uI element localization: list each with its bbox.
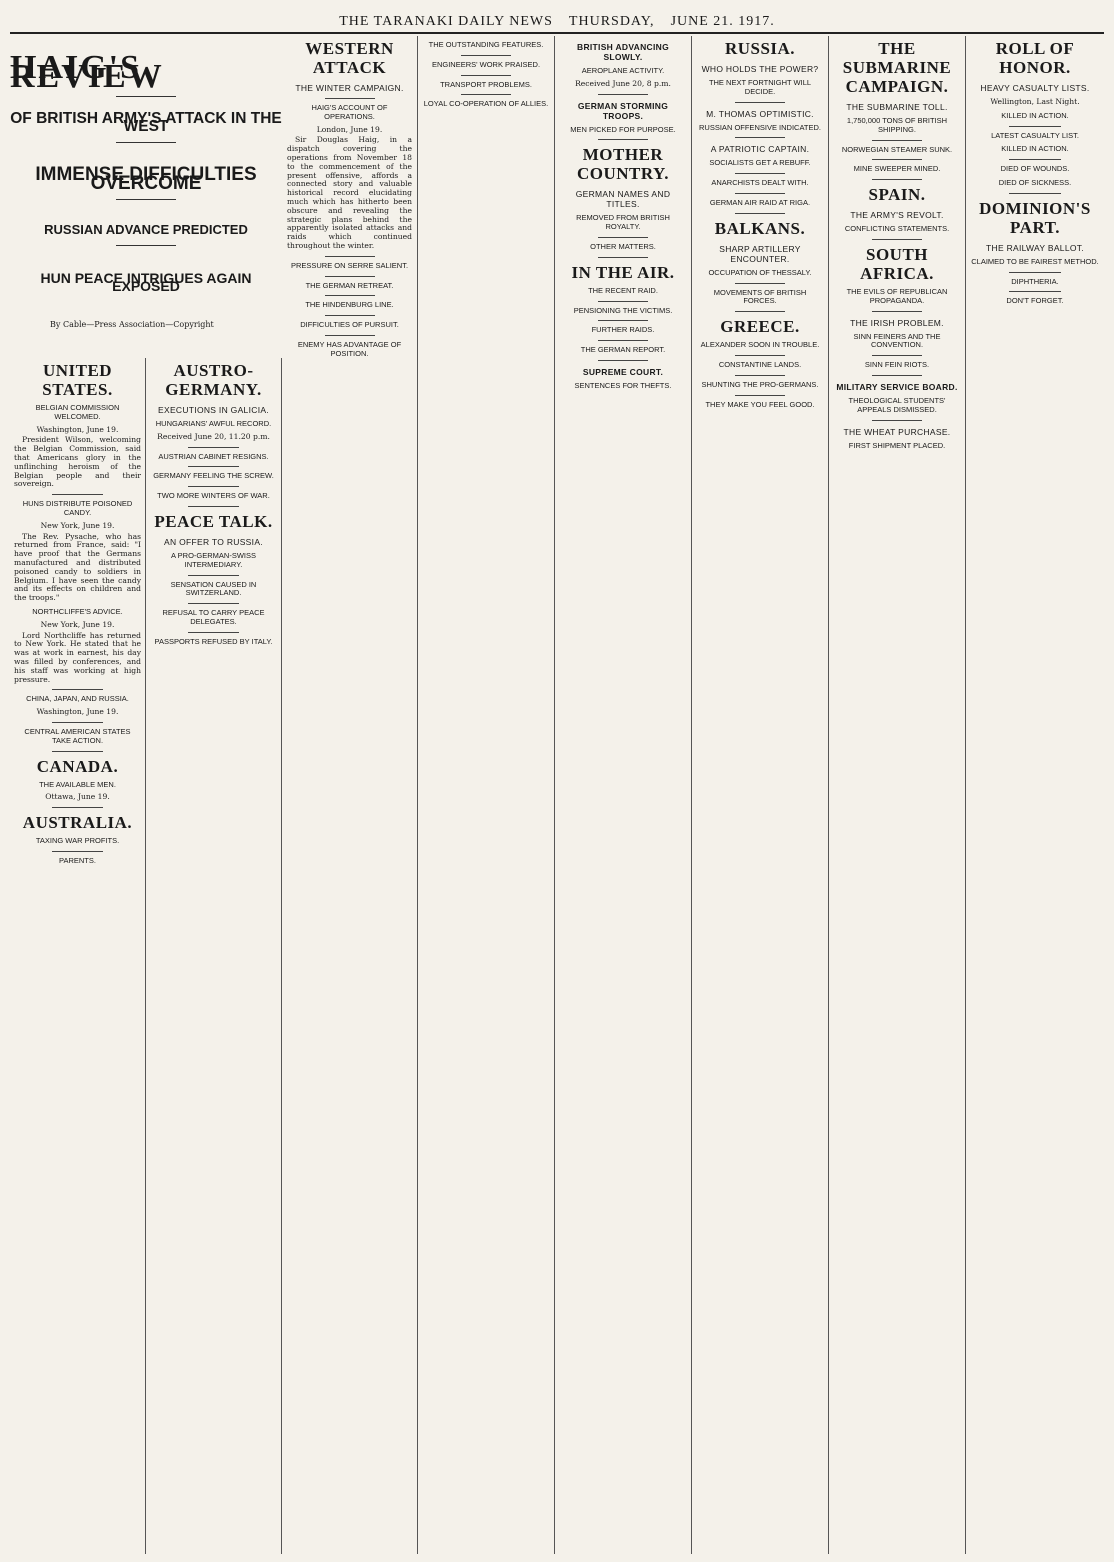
issue-day: THURSDAY, [568,14,655,29]
subhead: A PATRIOTIC CAPTAIN. [710,144,810,155]
subhead: THE EVILS OF REPUBLICAN PROPAGANDA. [846,286,948,305]
subhead: GERMANY FEELING THE SCREW. [153,471,274,481]
subhead: DIFFICULTIES OF PURSUIT. [300,320,399,330]
russia-heading: RUSSIA. [724,39,796,58]
supreme-court-heading: SUPREME COURT. [582,366,664,377]
subhead: THE HINDENBURG LINE. [305,300,394,310]
german-storming-heading: GERMAN STORMING TROOPS. [577,100,669,121]
subhead: PASSPORTS REFUSED BY ITALY. [154,636,273,646]
subhead: EXECUTIONS IN GALICIA. [158,405,269,415]
subhead: FURTHER RAIDS. [591,325,655,335]
subhead: THE GERMAN REPORT. [580,345,666,355]
column-1a [10,358,146,1554]
in-the-air-heading: IN THE AIR. [571,262,675,282]
masthead [10,8,1104,34]
subhead: M. THOMAS OPTIMISTIC. [706,108,814,119]
spain-heading: SPAIN. [868,185,926,205]
dateline: New York, June 19. [40,520,115,530]
column-2 [282,36,418,1554]
subhead: LOYAL CO-OPERATION OF ALLIES. [423,99,549,109]
subhead: HUNS DISTRIBUTE POISONED CANDY. [22,499,133,517]
dateline: New York, June 19. [40,619,115,629]
subhead: HAIG'S ACCOUNT OF OPERATIONS. [311,103,388,121]
united-states-heading: UNITED STATES. [42,361,113,399]
lead-deck-4: HUN PEACE INTRIGUES AGAIN EXPOSED [40,269,252,295]
lead-deck-2: IMMENSE DIFFICULTIES OVERCOME [35,164,257,194]
lead-title: HAIG'S REVIEW [10,49,164,95]
subhead: ENEMY HAS ADVANTAGE OF POSITION. [297,339,402,358]
subhead: GERMAN NAMES AND TITLES. [575,189,671,210]
subhead: MEN PICKED FOR PURPOSE. [570,124,676,134]
byline: By Cable—Press Association—Copyright [50,320,214,330]
article-text: President Wilson, welcoming the Belgian Commission, said that Americans glory in the unflinching heroism of the Belgian people and their sovereign. [14,435,141,489]
subhead: TAXING WAR PROFITS. [35,836,120,846]
column-5 [692,36,829,1554]
subhead: MINE SWEEPER MINED. [853,164,941,174]
column-1b [146,358,282,1554]
subhead: THE GERMAN RETREAT. [305,280,394,290]
issue-date: JUNE 21. 1917. [670,14,775,29]
subhead: HUNGARIANS' AWFUL RECORD. [155,419,272,428]
subhead: DIED OF SICKNESS. [998,177,1072,187]
subhead: THE WINTER CAMPAIGN. [295,83,404,93]
subhead: HEAVY CASUALTY LISTS. [980,83,1090,93]
dateline: Received June 20, 8 p.m. [575,78,671,88]
austro-germany-heading: AUSTRO-GERMANY. [165,361,262,399]
subhead: SHUNTING THE PRO-GERMANS. [701,379,819,389]
subhead: AEROPLANE ACTIVITY. [581,66,665,75]
subhead: RUSSIAN OFFENSIVE INDICATED. [699,122,821,132]
subhead: KILLED IN ACTION. [1001,144,1069,154]
article-text: Sir Douglas Haig, in a dispatch covering the operations from November 18 to the commencement of the present offensive, affords a connected story and valuable historical record elucidating much which has hitherto been obscure and revealing the strategic plans behind the apparently isolated attacks and raids which continued throughout the winter. [287,135,412,250]
subhead: CHINA, JAPAN, AND RUSSIA. [26,694,129,704]
submarine-campaign-heading: THE SUBMARINE CAMPAIGN. [842,39,952,96]
subhead: OCCUPATION OF THESSALY. [708,267,812,277]
subhead: 1,750,000 TONS OF BRITISH SHIPPING. [846,116,948,134]
subhead: CLAIMED TO BE FAIREST METHOD. [971,256,1099,266]
subhead: ENGINEERS' WORK PRAISED. [431,59,541,69]
subhead: THE OUTSTANDING FEATURES. [428,40,544,49]
subhead: WHO HOLDS THE POWER? [701,64,819,74]
greece-heading: GREECE. [720,317,800,337]
subhead: CONSTANTINE LANDS. [718,359,802,369]
subhead: KILLED IN ACTION. [1001,110,1069,120]
subhead: THE IRISH PROBLEM. [850,317,944,328]
subhead: SINN FEIN RIOTS. [864,360,930,370]
subhead: TWO MORE WINTERS OF WAR. [157,491,270,501]
paper-name: THE TARANAKI DAILY NEWS [339,14,553,29]
subhead: AN OFFER TO RUSSIA. [164,536,263,547]
subhead: REMOVED FROM BRITISH ROYALTY. [576,213,670,232]
lead-deck-3: RUSSIAN ADVANCE PREDICTED [44,221,248,237]
subhead: CENTRAL AMERICAN STATES TAKE ACTION. [24,726,131,745]
subhead: MOVEMENTS OF BRITISH FORCES. [713,287,807,306]
subhead: LATEST CASUALTY LIST. [991,130,1079,140]
western-attack-heading: WESTERN ATTACK [305,39,394,77]
canada-heading: CANADA. [36,756,119,776]
dateline: Received June 20, 11.20 p.m. [157,431,270,441]
subhead: DIED OF WOUNDS. [1000,164,1070,174]
dateline: London, June 19. [316,124,383,134]
subhead: AUSTRIAN CABINET RESIGNS. [158,451,269,461]
subhead: THE ARMY'S REVOLT. [850,210,944,221]
dateline: Ottawa, June 19. [45,792,110,802]
subhead: A PRO-GERMAN-SWISS INTERMEDIARY. [170,550,256,569]
subhead: SINN FEINERS AND THE CONVENTION. [853,331,941,350]
columns [10,36,1104,1554]
subhead: OTHER MATTERS. [590,241,656,251]
article-text: Lord Northcliffe has returned to New York. He stated that he was at work in earnest, his day was filled by conferences, and his staff was working at high pressure. [14,630,141,684]
south-africa-heading: SOUTH AFRICA. [860,244,934,283]
subhead: SHARP ARTILLERY ENCOUNTER. [719,243,801,264]
subhead: PARENTS. [59,855,96,865]
subhead: THE AVAILABLE MEN. [39,779,116,789]
mother-country-heading: MOTHER COUNTRY. [576,145,670,184]
column-6 [829,36,966,1554]
subhead: PENSIONING THE VICTIMS. [573,305,673,315]
subhead: ALEXANDER SOON IN TROUBLE. [700,340,820,350]
column-3 [418,36,555,1554]
subhead: SOCIALISTS GET A REBUFF. [709,158,811,168]
subhead: REFUSAL TO CARRY PEACE DELEGATES. [162,608,265,626]
subhead: BELGIAN COMMISSION WELCOMED. [35,403,120,421]
subhead: THE WHEAT PURCHASE. [843,426,951,437]
article-text: The Rev. Pysache, who has returned from France, said: "I have proof that the Germans manufactured and distributed poisoned candy to soldiers in Belgium. I have seen the candy and its effects on children and the troops." [14,531,141,603]
balkans-heading: BALKANS. [714,218,806,238]
subhead: GERMAN AIR RAID AT RIGA. [709,197,811,207]
subhead: NORTHCLIFFE'S ADVICE. [32,606,123,616]
column-4 [555,36,692,1554]
australia-heading: AUSTRALIA. [22,813,133,833]
roll-of-honor-heading: ROLL OF HONOR. [995,39,1075,77]
subhead: THE NEXT FORTNIGHT WILL DECIDE. [708,78,812,96]
subhead: THE SUBMARINE TOLL. [846,102,948,112]
subhead: THEY MAKE YOU FEEL GOOD. [705,399,815,409]
subhead: ANARCHISTS DEALT WITH. [711,178,809,188]
subhead: CONFLICTING STATEMENTS. [844,224,950,234]
subhead: THEOLOGICAL STUDENTS' APPEALS DISMISSED. [848,395,946,414]
british-advancing-heading: BRITISH ADVANCING SLOWLY. [577,42,669,62]
dateline: Washington, June 19. [36,424,119,434]
column-1 [10,36,282,1554]
subhead: TRANSPORT PROBLEMS. [440,79,532,89]
subhead: SENTENCES FOR THEFTS. [574,380,672,390]
subhead: SENSATION CAUSED IN SWITZERLAND. [170,579,257,598]
subhead: MILITARY SERVICE BOARD. [836,381,958,392]
subhead: PRESSURE ON SERRE SALIENT. [290,260,409,270]
subhead: THE RAILWAY BALLOT. [986,242,1084,253]
subhead: THE RECENT RAID. [588,285,658,295]
column-7 [966,36,1104,1554]
subhead: DON'T FORGET. [1006,296,1064,306]
dateline: Washington, June 19. [36,707,119,717]
dominions-part-heading: DOMINION'S PART. [979,198,1091,237]
subhead: DIPHTHERIA. [1011,276,1059,286]
peace-talk-heading: PEACE TALK. [154,511,273,531]
lead-deck-1: OF BRITISH ARMY'S ATTACK IN THE WEST [10,109,282,136]
subhead: NORWEGIAN STEAMER SUNK. [841,144,953,154]
subhead: FIRST SHIPMENT PLACED. [848,440,946,450]
lead-headline-block [10,36,282,358]
dateline: Wellington, Last Night. [990,97,1080,106]
